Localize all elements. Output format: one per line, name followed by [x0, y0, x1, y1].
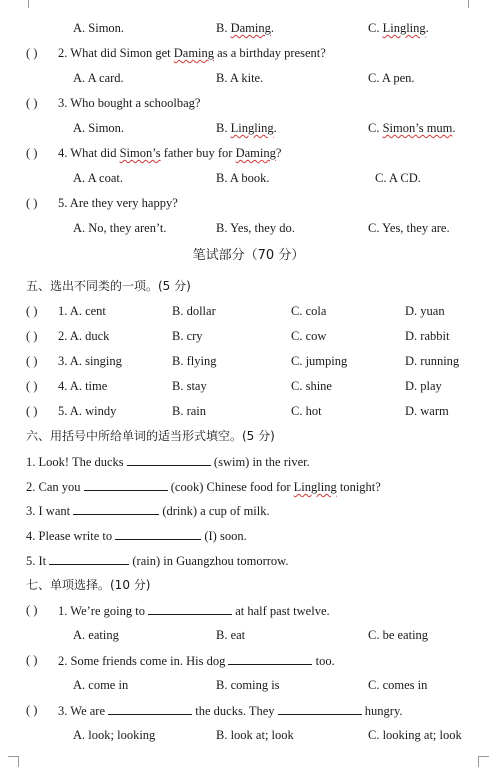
lq4-option-b: B. A book.	[216, 171, 270, 185]
s5-row4-a: 4. A. time	[58, 379, 108, 393]
corner-mark-top-left	[18, 0, 29, 8]
lq5-answer-paren: ( )	[26, 196, 38, 210]
lq2-answer-paren: ( )	[26, 46, 38, 60]
s6-item5: 5. It (rain) in Guangzhou tomorrow.	[26, 554, 289, 568]
s6-item3: 3. I want (drink) a cup of milk.	[26, 504, 270, 518]
s7-q2-paren: ( )	[26, 653, 38, 667]
s5-row1-b: B. dollar	[172, 304, 216, 318]
lq3-option-b: B. Lingling.	[216, 121, 277, 135]
s6-item3-blank[interactable]	[73, 503, 159, 515]
s5-row3-a: 3. A. singing	[58, 354, 122, 368]
lq1-option-b: B. Daming.	[216, 21, 274, 35]
section6-title: 六、用括号中所给单词的适当形式填空。(5 分)	[26, 429, 275, 443]
s5-row2-c: C. cow	[291, 329, 327, 343]
s7-q2-option-a: A. come in	[73, 678, 129, 692]
lq3-question: 3. Who bought a schoolbag?	[58, 96, 201, 110]
s5-row5-paren: ( )	[26, 404, 38, 418]
s5-row5-a: 5. A. windy	[58, 404, 117, 418]
lq2-option-b: B. A kite.	[216, 71, 264, 85]
s7-q2-blank[interactable]	[228, 653, 312, 665]
lq1-option-a: A. Simon.	[73, 21, 125, 35]
s7-q1-option-a: A. eating	[73, 628, 119, 642]
lq5-option-c: C. Yes, they are.	[368, 221, 450, 235]
corner-mark-top-right	[468, 0, 479, 8]
s5-row4-c: C. shine	[291, 379, 332, 393]
s7-q2-option-c: C. comes in	[368, 678, 428, 692]
s6-item2-blank[interactable]	[84, 479, 168, 491]
lq2-question: 2. What did Simon get Daming as a birthday present?	[58, 46, 326, 60]
s6-item2: 2. Can you (cook) Chinese food for Lingling tonight?	[26, 480, 381, 494]
s7-q1-paren: ( )	[26, 603, 38, 617]
corner-mark-bottom-right	[478, 756, 489, 767]
s7-q1-question: 1. We’re going to at half past twelve.	[58, 604, 330, 618]
section5-title: 五、选出不同类的一项。(5 分)	[26, 279, 191, 293]
s5-row5-c: C. hot	[291, 404, 322, 418]
lq5-option-a: A. No, they aren’t.	[73, 221, 167, 235]
s5-row3-b: B. flying	[172, 354, 217, 368]
lq3-answer-paren: ( )	[26, 96, 38, 110]
s5-row3-d: D. running	[405, 354, 460, 368]
corner-mark-bottom-left	[8, 756, 19, 767]
s7-q3-option-a: A. look; looking	[73, 728, 156, 742]
s5-row1-d: D. yuan	[405, 304, 445, 318]
s7-q3-paren: ( )	[26, 703, 38, 717]
s5-row5-d: D. warm	[405, 404, 449, 418]
lq4-question: 4. What did Simon’s father buy for Daming?	[58, 146, 282, 160]
section7-title: 七、单项选择。(10 分)	[26, 578, 151, 592]
s5-row2-b: B. cry	[172, 329, 203, 343]
s5-row3-paren: ( )	[26, 354, 38, 368]
s5-row4-b: B. stay	[172, 379, 207, 393]
s7-q1-option-c: C. be eating	[368, 628, 429, 642]
s5-row1-paren: ( )	[26, 304, 38, 318]
lq3-option-c: C. Simon’s mum.	[368, 121, 456, 135]
s6-item5-blank[interactable]	[49, 553, 129, 565]
lq5-question: 5. Are they very happy?	[58, 196, 178, 210]
s5-row5-b: B. rain	[172, 404, 207, 418]
s7-q3-question: 3. We are the ducks. They hungry.	[58, 704, 403, 718]
s7-q3-option-b: B. look at; look	[216, 728, 294, 742]
s5-row2-a: 2. A. duck	[58, 329, 110, 343]
lq4-answer-paren: ( )	[26, 146, 38, 160]
lq1-option-c: C. Lingling.	[368, 21, 429, 35]
s5-row4-paren: ( )	[26, 379, 38, 393]
written-part-title: 笔试部分（70 分）	[192, 248, 305, 263]
s7-q3-blank2[interactable]	[278, 703, 362, 715]
s6-item4-blank[interactable]	[115, 528, 201, 540]
s7-q2-option-b: B. coming is	[216, 678, 280, 692]
lq4-option-a: A. A coat.	[73, 171, 123, 185]
s5-row4-d: D. play	[405, 379, 442, 393]
lq4-option-c: C. A CD.	[375, 171, 421, 185]
s5-row1-c: C. cola	[291, 304, 327, 318]
s5-row2-d: D. rabbit	[405, 329, 450, 343]
lq2-option-c: C. A pen.	[368, 71, 415, 85]
s5-row1-a: 1. A. cent	[58, 304, 106, 318]
lq3-option-a: A. Simon.	[73, 121, 125, 135]
s7-q3-option-c: C. looking at; look	[368, 728, 462, 742]
s5-row2-paren: ( )	[26, 329, 38, 343]
s7-q2-question: 2. Some friends come in. His dog too.	[58, 654, 335, 668]
s6-item1-blank[interactable]	[127, 454, 211, 466]
lq2-option-a: A. A card.	[73, 71, 124, 85]
s7-q1-blank[interactable]	[148, 603, 232, 615]
s7-q3-blank1[interactable]	[108, 703, 192, 715]
s7-q1-option-b: B. eat	[216, 628, 246, 642]
s5-row3-c: C. jumping	[291, 354, 348, 368]
s6-item4: 4. Please write to (I) soon.	[26, 529, 247, 543]
s6-item1: 1. Look! The ducks (swim) in the river.	[26, 455, 310, 469]
lq5-option-b: B. Yes, they do.	[216, 221, 295, 235]
